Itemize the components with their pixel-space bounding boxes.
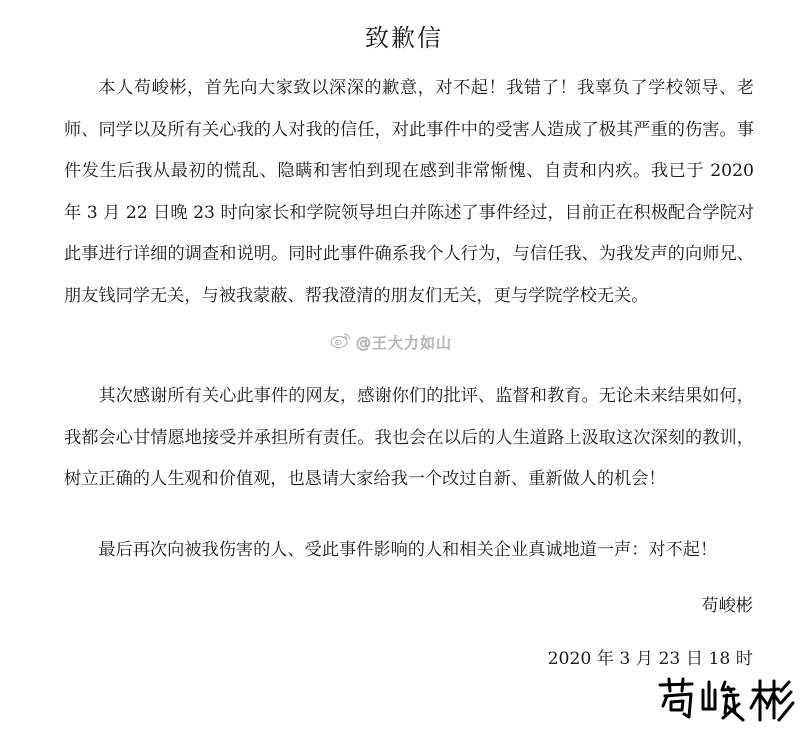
signature-name: 苟峻彬 (701, 596, 753, 616)
watermark-text: @王大力如山 (356, 333, 453, 352)
signature-date: 2020 年 3 月 23 日 18 时 (547, 649, 753, 669)
weibo-icon (330, 331, 352, 353)
handwritten-signature (655, 676, 795, 730)
paragraph-3: 最后再次向被我伤害的人、受此事件影响的人和相关企业真诚地道一声：对不起！ (98, 540, 718, 560)
paragraph-2: 其次感谢所有关心此事件的网友，感谢你们的批评、监督和教育。无论未来结果如何，我都会心甘情愿地接受并承担所有责任。我也会在以后的人生道路上汲取这次深刻的教训，树立正确的人生观和价值观，也恳请大家给我一个改过自新、重新做人的机会！ (64, 386, 754, 489)
letter-title: 致歉信 (365, 24, 443, 52)
watermark (330, 331, 452, 353)
paragraph-1: 本人苟峻彬，首先向大家致以深深的歉意，对不起！我错了！我辜负了学校领导、老师、同学以及所有关心我的人对我的信任，对此事件中的受害人造成了极其严重的伤害。事件发生后我从最初的慌乱、隐瞒和害怕到现在感到非常惭愧、自责和内疚。我已于 2020 年 3 月 22 日晚 23 时向家长和学院领导坦白并陈述了事件经过，目前正在积极配合学院对此事进行详细的调查和说明。同时此事件确系我个人行为，与信任我、为我发声的向师兄、朋友钱同学无关，与被我蒙蔽、帮我澄清的朋友们无关，更与学院学校无关。 (64, 78, 754, 306)
